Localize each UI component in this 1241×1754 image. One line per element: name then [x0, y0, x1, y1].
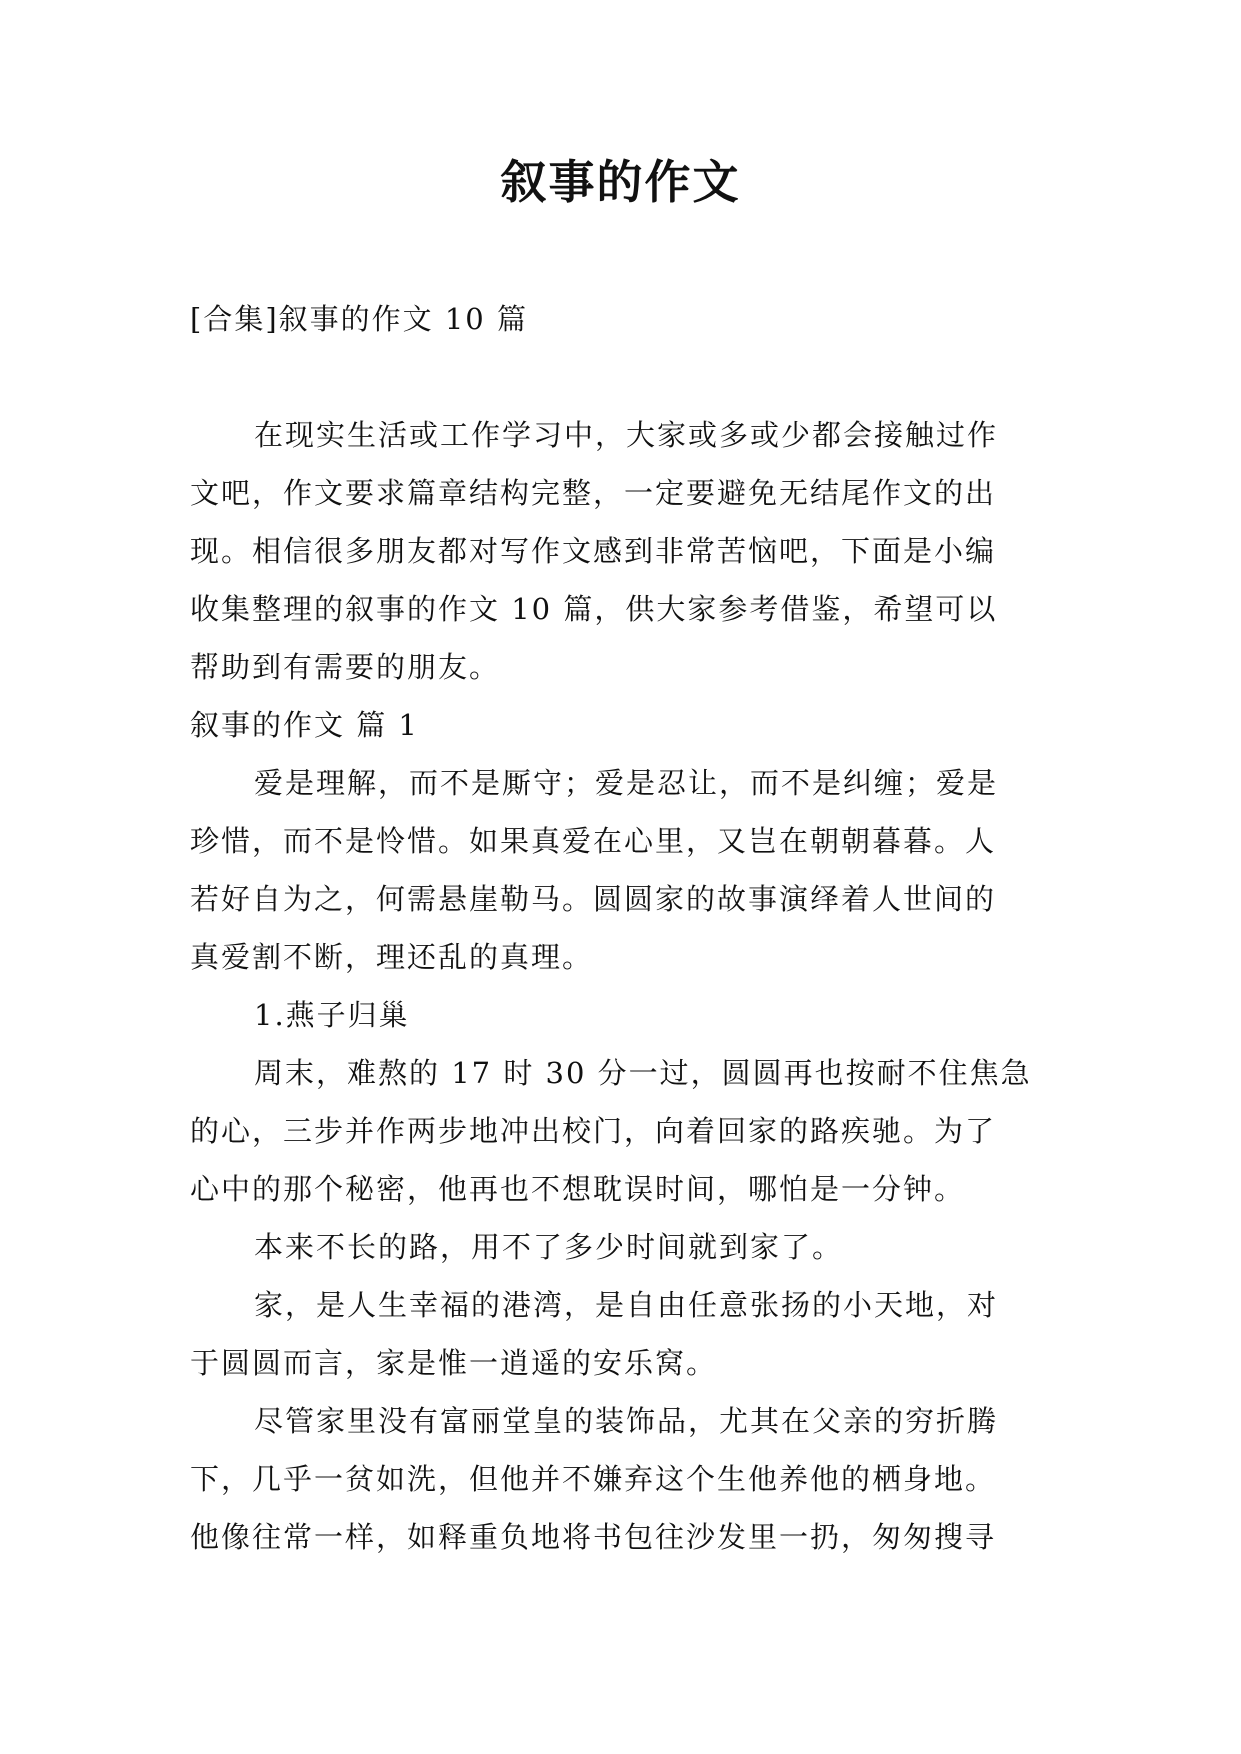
paragraph-line: 于圆圆而言，家是惟一逍遥的安乐窝。	[190, 1346, 718, 1380]
paragraph-line: 家，是人生幸福的港湾，是自由任意张扬的小天地，对	[254, 1288, 999, 1322]
paragraph-line: 若好自为之，何需悬崖勒马。圆圆家的故事演绎着人世间的	[190, 882, 997, 916]
paragraph-line: 爱是理解，而不是厮守；爱是忍让，而不是纠缠；爱是	[254, 766, 999, 800]
paragraph-line: 心中的那个秘密，他再也不想耽误时间，哪怕是一分钟。	[190, 1172, 966, 1206]
paragraph-line: 尽管家里没有富丽堂皇的装饰品，尤其在父亲的穷折腾	[254, 1404, 999, 1438]
document-body	[190, 290, 1052, 1566]
intro-paragraph-line: 在现实生活或工作学习中，大家或多或少都会接触过作	[254, 418, 999, 452]
paragraph-line: 珍惜，而不是怜惜。如果真爱在心里，又岂在朝朝暮暮。人	[190, 824, 997, 858]
paragraph-line: 的心，三步并作两步地冲出校门，向着回家的路疾驰。为了	[190, 1114, 997, 1148]
paragraph-line: 周末，难熬的 17 时 30 分一过，圆圆再也按耐不住焦急	[254, 1056, 1032, 1090]
intro-paragraph-line: 收集整理的叙事的作文 10 篇，供大家参考借鉴，希望可以	[190, 592, 998, 626]
paragraph-line: 真爱割不断，理还乱的真理。	[190, 940, 594, 974]
paragraph-line: 他像往常一样，如释重负地将书包往沙发里一扔，匆匆搜寻	[190, 1520, 997, 1554]
intro-paragraph-line: 现。相信很多朋友都对写作文感到非常苦恼吧，下面是小编	[190, 534, 997, 568]
subsection-heading: 1.燕子归巢	[254, 998, 410, 1032]
blank-line	[190, 348, 1052, 406]
section-heading: 叙事的作文 篇 1	[190, 708, 419, 742]
collection-heading: [合集]叙事的作文 10 篇	[190, 302, 528, 336]
document-title: 叙事的作文	[500, 155, 741, 209]
paragraph-line: 本来不长的路，用不了多少时间就到家了。	[254, 1230, 844, 1264]
intro-paragraph-line: 文吧，作文要求篇章结构完整，一定要避免无结尾作文的出	[190, 476, 997, 510]
intro-paragraph-line: 帮助到有需要的朋友。	[190, 650, 501, 684]
paragraph-line: 下，几乎一贫如洗，但他并不嫌弃这个生他养他的栖身地。	[190, 1462, 997, 1496]
